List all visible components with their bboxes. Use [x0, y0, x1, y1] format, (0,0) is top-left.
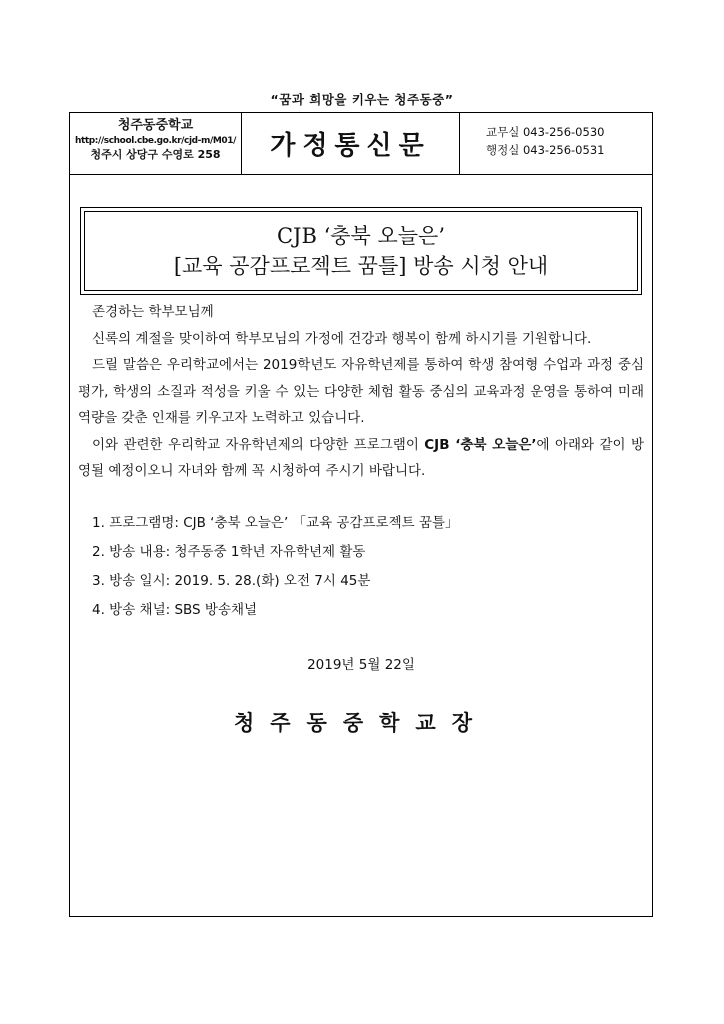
principal-signature: 청주동중학교장 [233, 711, 488, 735]
phone-academic-office: 교무실 043-256-0530 [486, 125, 605, 139]
greeting: 존경하는 학부모님께 [92, 304, 214, 320]
contact-info [460, 113, 652, 174]
school-motto: “꿈과 희망을 키우는 청주동중” [270, 92, 454, 107]
paragraph-2: 드릴 말씀은 우리학교에서는 2019학년도 자유학년제를 통하여 학생 참여형 수업과 과정 중심 평가, 학생의 소질과 적성을 키울 수 있는 다양한 체험 활동 중심의 교육과정 운영을 통하여 미래 역량을 갖춘 인재를 키우고자 노력하고 있습니다. [78, 357, 644, 426]
paragraph-3 [78, 432, 644, 485]
newsletter-frame [69, 112, 653, 917]
detail-datetime: 3. 방송 일시: 2019. 5. 28.(화) 오전 7시 45분 [92, 572, 371, 589]
detail-content: 2. 방송 내용: 청주동중 1학년 자유학년제 활동 [92, 543, 366, 560]
notice-title-line2: [교육 공감프로젝트 꿈틀] 방송 시청 안내 [173, 254, 549, 278]
school-info [70, 113, 242, 174]
phone-admin-office: 행정실 043-256-0531 [486, 143, 605, 157]
detail-program-name: 1. 프로그램명: CJB ‘충북 오늘은’ 「교육 공감프로젝트 꿈틀」 [92, 514, 459, 531]
newsletter-header [70, 113, 652, 175]
program-name-highlight: CJB ‘충북 오늘은’ [424, 436, 537, 453]
issue-date: 2019년 5월 22일 [307, 656, 415, 673]
school-address: 청주시 상당구 수영로 258 [90, 148, 221, 161]
school-name: 청주동중학교 [117, 118, 194, 133]
notice-body [78, 299, 644, 737]
school-url: http://school.cbe.go.kr/cjd-m/M01/ [74, 136, 237, 146]
notice-title-line1: CJB ‘충북 오늘은’ [276, 224, 446, 248]
broadcast-details [78, 509, 644, 625]
newsletter-title: 가정통신문 [270, 131, 431, 161]
paragraph-3-start: 이와 관련한 우리학교 자유학년제의 다양한 프로그램이 [92, 436, 425, 453]
notice-title-box [80, 207, 642, 295]
notice-title-inner [84, 211, 638, 291]
newsletter-title-cell [242, 113, 460, 174]
paragraph-1: 신록의 계절을 맞이하여 학부모님의 가정에 건강과 행복이 함께 하시기를 기원합니다. [92, 330, 592, 347]
detail-channel: 4. 방송 채널: SBS 방송채널 [92, 601, 258, 618]
paragraph-3-end: 에 아래와 같이 방영될 예정이오니 자녀와 함께 꼭 시청하여 주시기 바랍니다. [78, 436, 644, 479]
